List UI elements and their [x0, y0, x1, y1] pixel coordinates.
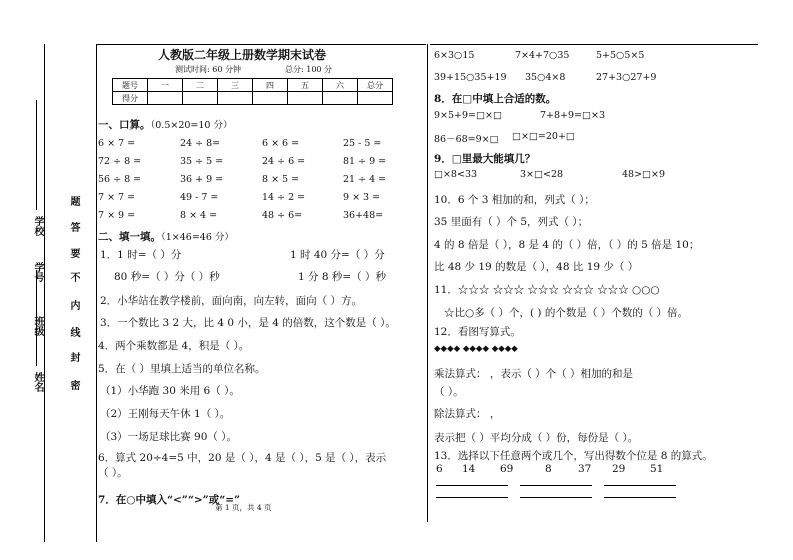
answer-line[interactable]	[520, 485, 592, 486]
oral-calc-item: 56 ÷ 8 =	[98, 174, 142, 185]
diamond-figure: ◆◆◆◆ ◆◆◆◆ ◆◆◆◆	[434, 344, 518, 354]
score-cell: 题号	[113, 79, 148, 92]
question-11: ☆比○多（ ）个，( ) 的个数是（ ）个数的（ ）倍。	[444, 307, 689, 319]
page-title: 人教版二年级上册数学期末试卷	[158, 48, 327, 62]
oral-calc-item: 6 × 6 =	[262, 138, 300, 149]
question-8d: □×□=20+□	[512, 131, 575, 142]
score-input-cell[interactable]	[358, 92, 393, 105]
question-8a: 9×5+9=□×□	[434, 110, 502, 121]
question-11-figure: 11．☆☆☆ ☆☆☆ ☆☆☆ ☆☆☆ ☆☆☆ ○○○	[434, 284, 660, 296]
question-2: 2．小华站在教学楼前，面向南，向左转，面向（ ）方。	[100, 295, 363, 307]
oral-calc-item: 7 × 9 =	[98, 210, 136, 221]
oral-calc-item: 81 ÷ 9 =	[343, 156, 387, 167]
question-8b: 7+8+9=□×3	[540, 110, 605, 121]
q13-number: 37	[578, 463, 592, 475]
margin-class-label: 班级	[32, 316, 43, 336]
question-8c: 86－68=9×□	[434, 134, 499, 145]
question-12d: 表示把（ ）平均分成（ ）份，每份是（ ）。	[434, 432, 639, 444]
section-2-title: 二、填一填。	[98, 231, 161, 243]
question-6a: 6．算式 20÷4=5 中，20 是（ ），4 是（ ），5 是（ ），表示	[98, 452, 387, 464]
section-2-note: （1×46=46 分）	[161, 232, 234, 243]
question-5-1: （1）小华跑 30 米用 6（ ）。	[100, 385, 240, 397]
seal-char: 不	[68, 272, 79, 282]
question-3: 3．一个数比 3 2 大，比 4 0 小，是 4 的倍数，这个数是（ ）。	[100, 317, 396, 329]
score-cell: 总分	[358, 79, 393, 92]
question-5: 5．在（ ）里填上适当的单位名称。	[98, 363, 266, 375]
oral-calc-item: 24 ÷ 8=	[180, 138, 221, 149]
score-cell: 得分	[113, 92, 148, 105]
answer-line[interactable]	[436, 497, 508, 498]
seal-char: 密	[68, 380, 79, 390]
oral-calc-item: 6 × 7 =	[98, 138, 136, 149]
score-cell: 四	[253, 79, 288, 92]
oral-calc-item: 9 × 3 =	[343, 192, 381, 203]
score-cell: 五	[288, 79, 323, 92]
score-input-cell[interactable]	[183, 92, 218, 105]
q13-number: 6	[436, 463, 443, 475]
q13-number: 8	[545, 463, 552, 475]
score-input-cell[interactable]	[253, 92, 288, 105]
oral-calc-item: 72 ÷ 8 =	[98, 156, 142, 167]
section-1-heading	[98, 117, 232, 132]
oral-calc-item: 24 ÷ 6 =	[262, 156, 306, 167]
margin-number-label: 学号	[32, 262, 43, 282]
question-5-3: （3）一场足球比赛 90（ ）。	[100, 431, 237, 443]
oral-calc-item: 7 × 7 =	[98, 192, 136, 203]
score-input-cell[interactable]	[288, 92, 323, 105]
compare-item: 7×4+7○35	[515, 50, 570, 61]
section-2-heading	[98, 229, 234, 244]
seal-char: 线	[68, 327, 79, 337]
oral-calc-item: 36 + 9 =	[180, 174, 224, 185]
seal-char: 内	[68, 300, 79, 310]
score-cell: 六	[323, 79, 358, 92]
answer-line[interactable]	[604, 485, 676, 486]
question-1b: 1 时 40 分=（ ）分	[290, 249, 385, 261]
question-9c: 48>□×9	[622, 169, 666, 180]
oral-calc-item: 49 - 7 =	[180, 192, 219, 203]
compare-item: 5+5○5×5	[596, 50, 645, 61]
compare-item: 35○4×8	[525, 72, 566, 83]
question-10b: 35 里面有（ ）个 5，列式（ ）；	[434, 216, 589, 228]
q13-number: 51	[650, 463, 664, 475]
margin-name-label: 姓名	[32, 372, 43, 392]
question-1c: 80 秒=（ ）分（ ）秒	[114, 271, 220, 283]
page-footer: 第 1 页，共 4 页	[215, 503, 272, 512]
seal-char: 封	[68, 352, 79, 362]
oral-calc-item: 48 ÷ 6=	[262, 210, 303, 221]
oral-calc-item: 21 ÷ 4 =	[343, 174, 387, 185]
oral-calc-item: 25 - 5 =	[343, 138, 382, 149]
total-label: 总分: 100 分	[285, 65, 333, 74]
question-12: 12．看图写算式。	[434, 326, 521, 338]
time-label: 测试时间: 60 分钟	[175, 65, 241, 74]
score-table	[112, 78, 393, 105]
compare-item: 39+15○35+19	[434, 72, 507, 83]
compare-item: 6×3○15	[434, 50, 475, 61]
question-1a: 1．1 时=（ ）分	[100, 249, 182, 261]
question-9a: □×8<33	[434, 169, 478, 180]
question-6b: （ ）。	[98, 467, 128, 479]
question-12a: 乘法算式： ，表示（ ）个（ ）相加的和是	[434, 368, 634, 380]
answer-line[interactable]	[436, 485, 508, 486]
q13-number: 69	[500, 463, 514, 475]
question-10a: 10．6 个 3 相加的和，列式（ ）；	[434, 194, 595, 206]
answer-line[interactable]	[604, 497, 676, 498]
question-5-2: （2）王刚每天午休 1（ ）。	[100, 408, 231, 420]
question-7: 7．在○中填入“<”“>”或“=”	[98, 494, 241, 506]
q13-number: 14	[462, 463, 476, 475]
seal-char: 答	[68, 222, 79, 232]
score-table-header-row	[113, 79, 393, 92]
question-10d: 比 48 少 19 的数是（ ），48 比 19 少（ ）	[434, 261, 639, 273]
oral-calc-item: 8 × 5 =	[262, 174, 300, 185]
section-1-title: 一、口算。	[98, 119, 151, 131]
oral-calc-item: 35 ÷ 5 =	[180, 156, 224, 167]
score-table-score-row	[113, 92, 393, 105]
margin-school-label: 学校	[32, 216, 43, 236]
score-cell: 二	[183, 79, 218, 92]
question-9: 9．□里最大能填几？	[434, 153, 536, 165]
seal-char: 题	[68, 196, 79, 206]
score-input-cell[interactable]	[218, 92, 253, 105]
question-13: 13．选择以下任意两个或几个，写出得数个位是 8 的算式。	[434, 450, 713, 462]
question-10c: 4 的 8 倍是（ ），8 是 4 的（ ）倍，（ ）的 5 倍是 10；	[434, 239, 700, 251]
seal-char: 要	[68, 248, 79, 258]
question-4: 4．两个乘数都是 4，积是（ ）。	[98, 340, 250, 352]
margin-school-line	[36, 100, 37, 210]
section-1-note: （0.5×20=10 分）	[150, 120, 233, 131]
score-input-cell[interactable]	[323, 92, 358, 105]
oral-calc-item: 36+48=	[343, 210, 384, 221]
question-9b: 3×□<28	[520, 169, 564, 180]
score-cell: 三	[218, 79, 253, 92]
oral-calc-item: 8 × 4 =	[180, 210, 218, 221]
answer-line[interactable]	[520, 497, 592, 498]
question-12c: 除法算式： ，	[434, 408, 501, 420]
score-cell: 一	[148, 79, 183, 92]
oral-calc-item: 14 ÷ 2 =	[262, 192, 306, 203]
score-input-cell[interactable]	[148, 92, 183, 105]
question-12b: （ ）。	[434, 386, 464, 398]
question-1d: 1 分 8 秒=（ ）秒	[298, 271, 387, 283]
question-8: 8．在□中填上合适的数。	[434, 93, 557, 105]
q13-number: 29	[612, 463, 626, 475]
compare-item: 27+3○27+9	[596, 72, 657, 83]
